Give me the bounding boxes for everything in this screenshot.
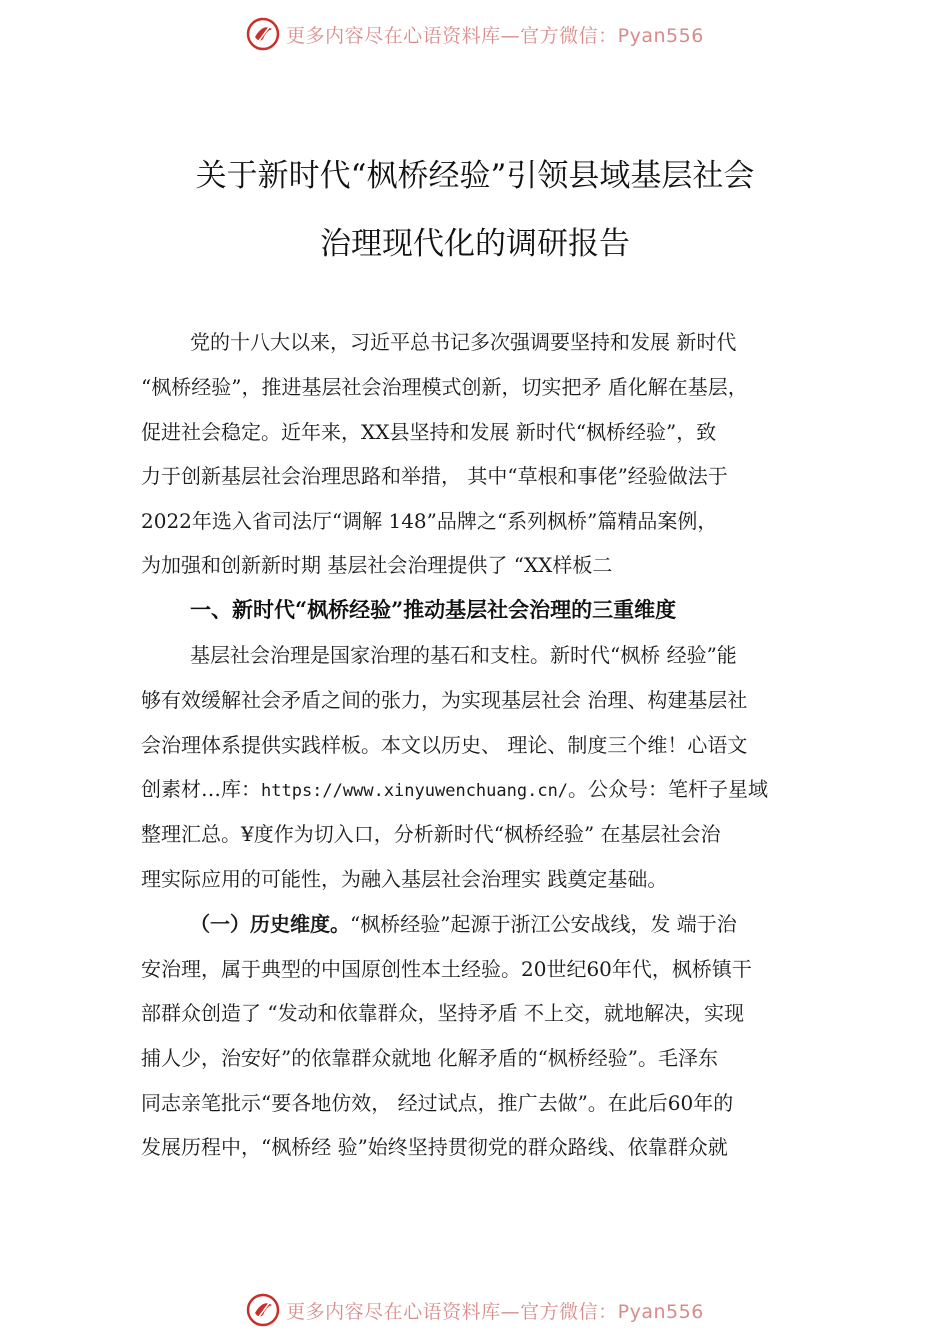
- subsection-label: （一）历史维度。: [190, 912, 350, 936]
- document-title-line-2: 治理现代化的调研报告: [320, 226, 630, 262]
- intro-line: 促进社会稳定。近年来，XX县坚持和发展 新时代“枫桥经验”，致: [141, 420, 717, 444]
- website-link[interactable]: https://www.xinyuwenchuang.cn/: [261, 781, 569, 801]
- body-line-with-url: [141, 774, 841, 806]
- library-logo-icon: [246, 1293, 280, 1327]
- intro-line: 2022年选入省司法厅“调解 148”品牌之“系列枫桥”篇精品案例，: [141, 509, 718, 533]
- body-line: 够有效缓解社会矛盾之间的张力，为实现基层社会 治理、构建基层社: [141, 688, 748, 712]
- intro-line: 党的十八大以来，习近平总书记多次强调要坚持和发展 新时代: [190, 330, 737, 354]
- body-line: 捕人少，治安好”的依靠群众就地 化解矛盾的“枫桥经验”。毛泽东: [141, 1046, 719, 1070]
- body-line: 部群众创造了 “发动和依靠群众，坚持矛盾 不上交，就地解决，实现: [141, 1001, 744, 1025]
- body-line: 会治理体系提供实践样板。本文以历史、 理论、制度三个维！心语文: [141, 733, 748, 757]
- document-title-line-1: 关于新时代“枫桥经验”引领县域基层社会: [195, 158, 755, 194]
- body-line: 发展历程中，“枫桥经 验”始终坚持贯彻党的群众路线、依靠群众就: [141, 1135, 728, 1159]
- body-line: 理实际应用的可能性，为融入基层社会治理实 践奠定基础。: [141, 867, 668, 891]
- watermark-text: 更多内容尽在心语资料库—官方微信：Pyan556: [286, 1300, 704, 1323]
- header-watermark: [0, 14, 950, 54]
- watermark-text: 更多内容尽在心语资料库—官方微信：Pyan556: [286, 24, 704, 47]
- intro-line: 力于创新基层社会治理思路和举措， 其中“草根和事佬”经验做法于: [141, 464, 728, 488]
- url-prefix: 创素材…库：: [141, 777, 261, 801]
- body-line: 安治理，属于典型的中国原创性本土经验。20世纪60年代，枫桥镇干: [141, 957, 752, 981]
- footer-watermark: [0, 1290, 950, 1330]
- body-line: 同志亲笔批示“要各地仿效， 经过试点，推广去做”。在此后60年的: [141, 1091, 734, 1115]
- library-logo-icon: [246, 17, 280, 51]
- body-line: 基层社会治理是国家治理的基石和支柱。新时代“枫桥 经验”能: [190, 643, 737, 667]
- intro-line: 为加强和创新新时期 基层社会治理提供了 “XX样板二: [141, 553, 613, 577]
- section-heading: 一、新时代“枫桥经验”推动基层社会治理的三重维度: [190, 597, 677, 622]
- url-suffix: 。公众号：笔杆子星域: [568, 777, 769, 801]
- body-line: 整理汇总。¥度作为切入口，分析新时代“枫桥经验” 在基层社会治: [141, 822, 721, 846]
- intro-line: “枫桥经验”，推进基层社会治理模式创新，切实把矛 盾化解在基层，: [141, 375, 748, 399]
- subsection-first-line: [190, 909, 840, 939]
- subsection-text: “枫桥经验”起源于浙江公安战线，发 端于治: [350, 912, 737, 936]
